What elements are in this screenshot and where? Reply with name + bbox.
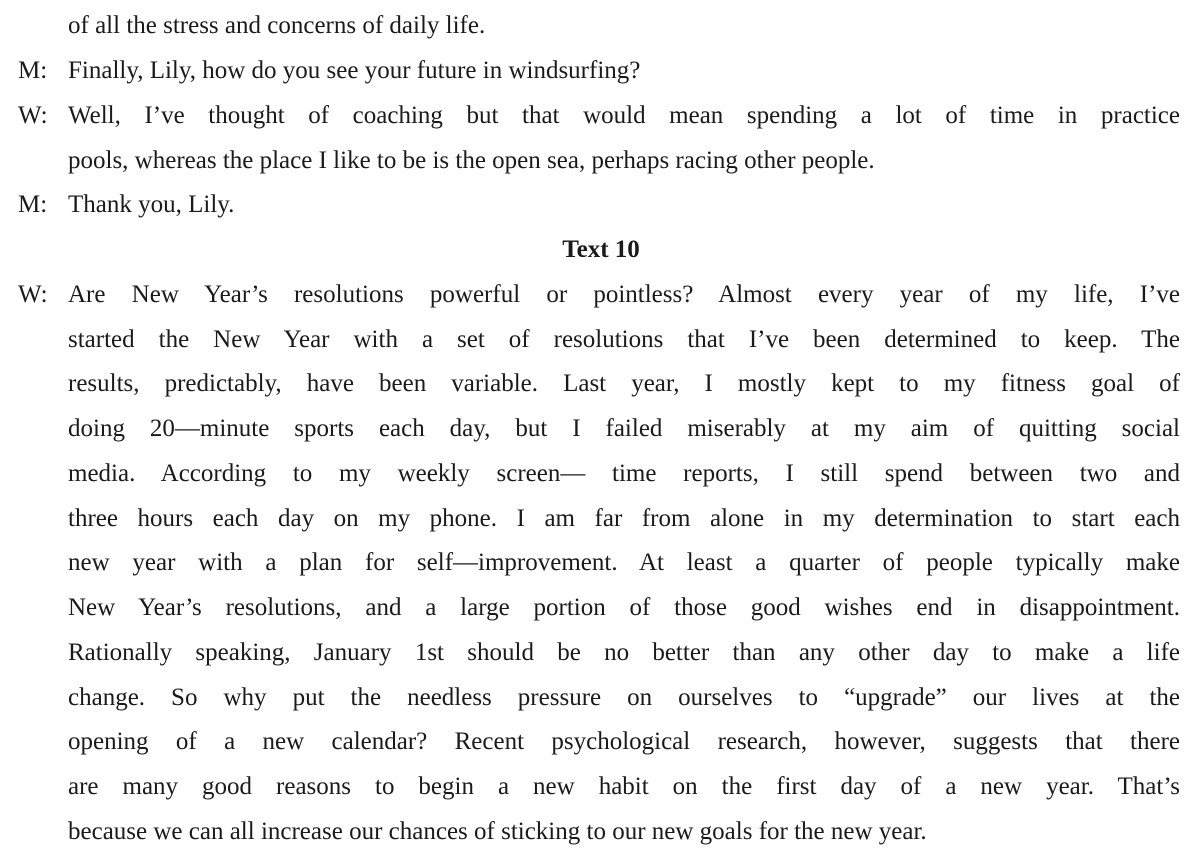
paragraph-line: three hours each day on my phone. I am far from alone in my determination to start each (68, 505, 1180, 532)
speaker-label: W: (18, 281, 48, 308)
dialogue-text: Finally, Lily, how do you see your future in windsurfing? (68, 57, 641, 84)
dialogue-turn-m1 (18, 49, 1180, 93)
speaker-label: W: (18, 102, 48, 129)
dialogue-turn-w1-continuation: pools, whereas the place I like to be is the open sea, perhaps racing other people. (68, 147, 875, 174)
dialogue-turn-m2 (18, 183, 1180, 227)
paragraph-line: doing 20—minute sports each day, but I failed miserably at my aim of quitting social (68, 415, 1180, 442)
paragraph-line: change. So why put the needless pressure on ourselves to “upgrade” our lives at the (68, 684, 1180, 711)
paragraph-line: media. According to my weekly screen— time reports, I still spend between two and (68, 460, 1180, 487)
dialogue-text: Thank you, Lily. (68, 191, 235, 218)
paragraph-line: new year with a plan for self—improvement. At least a quarter of people typically make (68, 549, 1180, 576)
paragraph-line: results, predictably, have been variable. Last year, I mostly kept to my fitness goal of (68, 370, 1180, 397)
paragraph-line: Rationally speaking, January 1st should be no better than any other day to make a life (68, 639, 1180, 666)
section-heading: Text 10 (562, 236, 640, 263)
dialogue-text: Well, I’ve thought of coaching but that would mean spending a lot of time in practice (68, 102, 1180, 129)
paragraph-line: started the New Year with a set of resolutions that I’ve been determined to keep. The (68, 326, 1180, 353)
dialogue-turn-w1 (18, 94, 1180, 138)
dialogue-continuation-line: of all the stress and concerns of daily life. (68, 12, 486, 39)
speaker-label: M: (18, 191, 48, 218)
paragraph-line: opening of a new calendar? Recent psychological research, however, suggests that there (68, 728, 1180, 755)
speaker-label: M: (18, 57, 48, 84)
text10-first-line (18, 273, 1180, 317)
paragraph-line: are many good reasons to begin a new habit on the first day of a new year. That’s (68, 773, 1180, 800)
paragraph-line-last: because we can all increase our chances of sticking to our new goals for the new year. (68, 818, 927, 845)
paragraph-line: New Year’s resolutions, and a large portion of those good wishes end in disappointment. (68, 594, 1180, 621)
paragraph-line: Are New Year’s resolutions powerful or pointless? Almost every year of my life, I’ve (68, 281, 1180, 308)
